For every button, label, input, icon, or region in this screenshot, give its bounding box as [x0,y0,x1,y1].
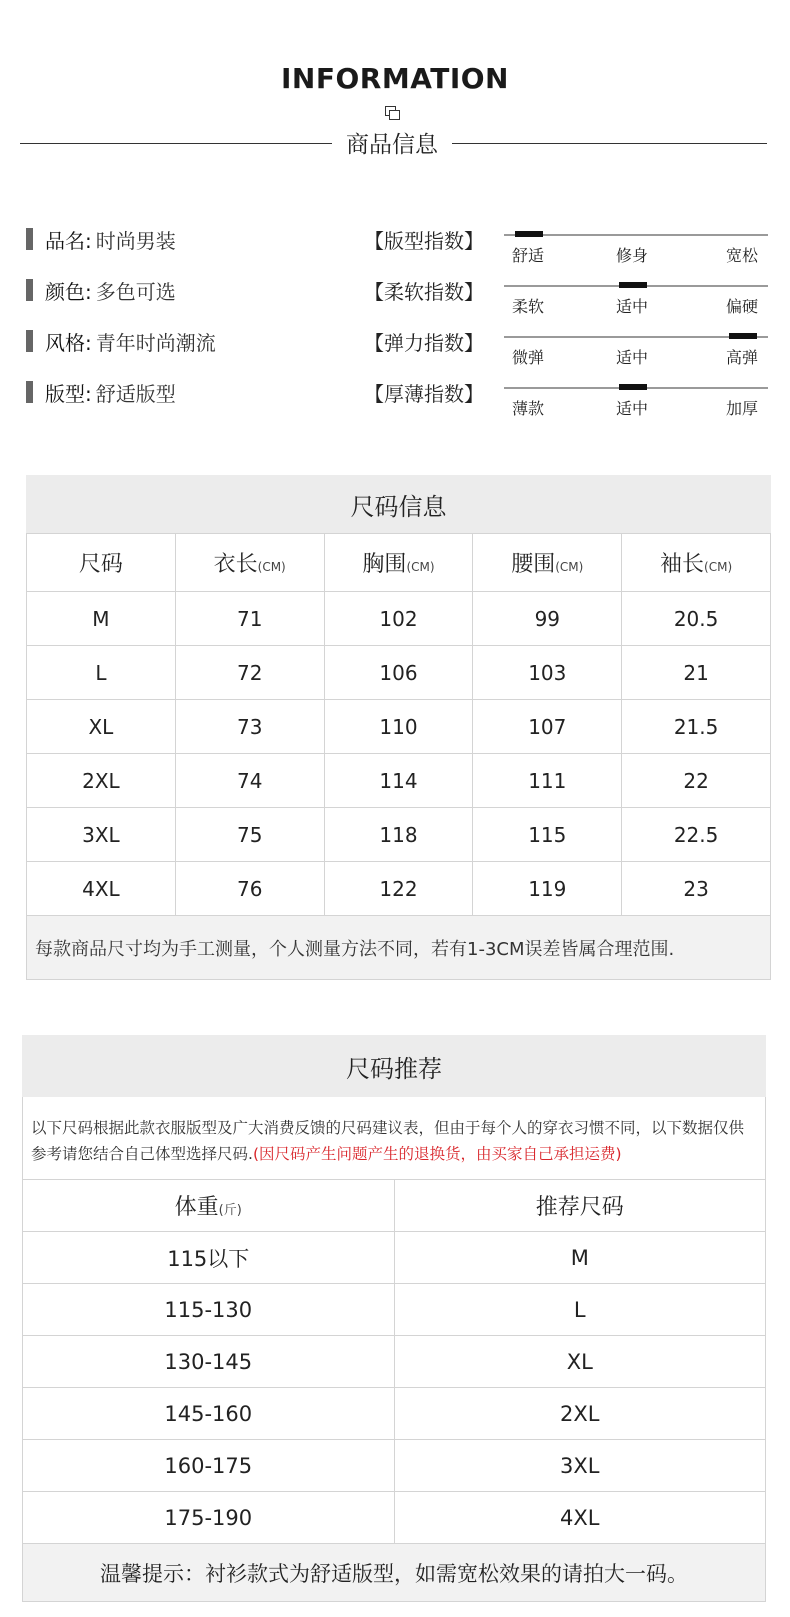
table-cell: XL [394,1336,766,1388]
table-row [23,1232,766,1284]
table-cell: 22 [622,754,771,808]
table-cell: 22.5 [622,808,771,862]
table-cell: 73 [175,700,324,754]
scale-option-label: 适中 [616,348,649,367]
table-cell: 2XL [27,754,176,808]
index-label: 【柔软指数】 [364,279,484,304]
attribute-bullet [26,228,33,250]
size-col-unit: (CM) [406,560,435,574]
table-cell: 4XL [27,862,176,916]
scale-marker [619,384,647,390]
table-cell: M [27,592,176,646]
table-cell: L [27,646,176,700]
size-col-unit: (CM) [704,560,733,574]
attribute-value: 多色可选 [95,279,176,304]
size-col-unit: (CM) [257,560,286,574]
attribute-label: 品名: [45,228,92,253]
table-cell: M [394,1232,766,1284]
table-cell: 107 [473,700,622,754]
table-cell: XL [27,700,176,754]
table-cell: 160-175 [23,1440,395,1492]
scale-option-label: 修身 [616,246,649,265]
attribute-label: 颜色: [45,279,92,304]
header-divider-right [452,143,767,144]
table-cell: 20.5 [622,592,771,646]
size-col-header: 袖长(CM) [622,534,771,592]
size-col-unit: (CM) [555,560,584,574]
attribute-bullet [26,381,33,403]
table-row [27,592,771,646]
table-cell: 21.5 [622,700,771,754]
table-cell: 130-145 [23,1336,395,1388]
table-cell: 76 [175,862,324,916]
attribute-bullet [26,279,33,301]
size-recommend-section [22,1035,766,1602]
size-info-note: 每款商品尺寸均为手工测量，个人测量方法不同，若有1-3CM误差皆属合理范围. [26,916,771,980]
table-cell: 4XL [394,1492,766,1544]
scale-track [504,234,768,236]
scale-option-label: 柔软 [512,297,545,316]
attribute-row [26,275,176,305]
scale-option-label: 适中 [616,297,649,316]
table-row [23,1388,766,1440]
table-cell: 145-160 [23,1388,395,1440]
table-cell: 115 [473,808,622,862]
table-row [27,646,771,700]
table-cell: 75 [175,808,324,862]
scale-marker [729,333,757,339]
info-title-zh: 商品信息 [346,132,438,158]
scale-option-label: 薄款 [512,399,545,418]
size-col-header: 腰围(CM) [473,534,622,592]
table-cell: 115以下 [23,1232,395,1284]
size-recommend-warning: (因尺码产生问题产生的退换货，由买家自己承担运费) [252,1145,622,1163]
table-cell: 118 [324,808,473,862]
scale-option-label: 舒适 [512,246,545,265]
scale-option-label: 宽松 [726,246,759,265]
attribute-value: 青年时尚潮流 [95,330,216,355]
copy-icon [385,106,401,120]
table-row [23,1492,766,1544]
size-recommend-tip: 温馨提示：衬衫款式为舒适版型，如需宽松效果的请拍大一码。 [22,1544,766,1602]
scale-option-label: 偏硬 [726,297,759,316]
attribute-row [26,377,176,407]
size-info-table [26,533,771,916]
index-scale [504,280,768,330]
index-label: 【厚薄指数】 [364,381,484,406]
info-header [0,0,790,200]
table-cell: 119 [473,862,622,916]
table-cell: 74 [175,754,324,808]
size-col-header: 胸围(CM) [324,534,473,592]
scale-marker [619,282,647,288]
table-cell: 99 [473,592,622,646]
size-col-header: 衣长(CM) [175,534,324,592]
table-row [27,808,771,862]
size-recommend-description [22,1097,766,1179]
size-info-title: 尺码信息 [26,475,771,533]
table-row [23,1336,766,1388]
table-cell: 175-190 [23,1492,395,1544]
index-label: 【版型指数】 [364,228,484,253]
size-info-section [26,475,771,980]
table-row [27,754,771,808]
table-cell: 115-130 [23,1284,395,1336]
table-cell: 72 [175,646,324,700]
table-cell: 2XL [394,1388,766,1440]
table-cell: 102 [324,592,473,646]
scale-option-label: 高弹 [726,348,759,367]
table-cell: 122 [324,862,473,916]
col-header-weight-unit: (斤) [218,1203,242,1218]
index-scale [504,382,768,432]
table-cell: 23 [622,862,771,916]
table-cell: 21 [622,646,771,700]
attribute-bullet [26,330,33,352]
size-recommend-title: 尺码推荐 [22,1035,766,1097]
size-recommend-desc-text: 以下尺码根据此款衣服版型及广大消费反馈的尺码建议表，但由于每个人的穿衣习惯不同，以下数据仅供参考请您结合自己体型选择尺码. [31,1119,745,1163]
index-scale [504,229,768,279]
table-cell: 110 [324,700,473,754]
index-scale [504,331,768,381]
attribute-label: 版型: [45,381,92,406]
header-divider-left [20,143,332,144]
index-label: 【弹力指数】 [364,330,484,355]
table-cell: 71 [175,592,324,646]
table-row [23,1284,766,1336]
info-title-en: INFORMATION [281,62,509,95]
table-cell: 106 [324,646,473,700]
scale-option-label: 适中 [616,399,649,418]
size-col-header: 尺码 [27,534,176,592]
table-row [23,1440,766,1492]
scale-marker [515,231,543,237]
size-recommend-table [22,1179,766,1544]
table-cell: 3XL [394,1440,766,1492]
col-header-weight: 体重(斤) [23,1180,395,1232]
col-header-recommended-size: 推荐尺码 [394,1180,766,1232]
attribute-value: 舒适版型 [95,381,176,406]
table-cell: 103 [473,646,622,700]
scale-option-label: 加厚 [726,399,759,418]
table-row [27,700,771,754]
attribute-value: 时尚男装 [95,228,176,253]
table-cell: 114 [324,754,473,808]
table-cell: 111 [473,754,622,808]
table-cell: L [394,1284,766,1336]
table-row [27,862,771,916]
table-cell: 3XL [27,808,176,862]
attribute-row [26,224,176,254]
attribute-label: 风格: [45,330,92,355]
scale-option-label: 微弹 [512,348,545,367]
attribute-row [26,326,216,356]
